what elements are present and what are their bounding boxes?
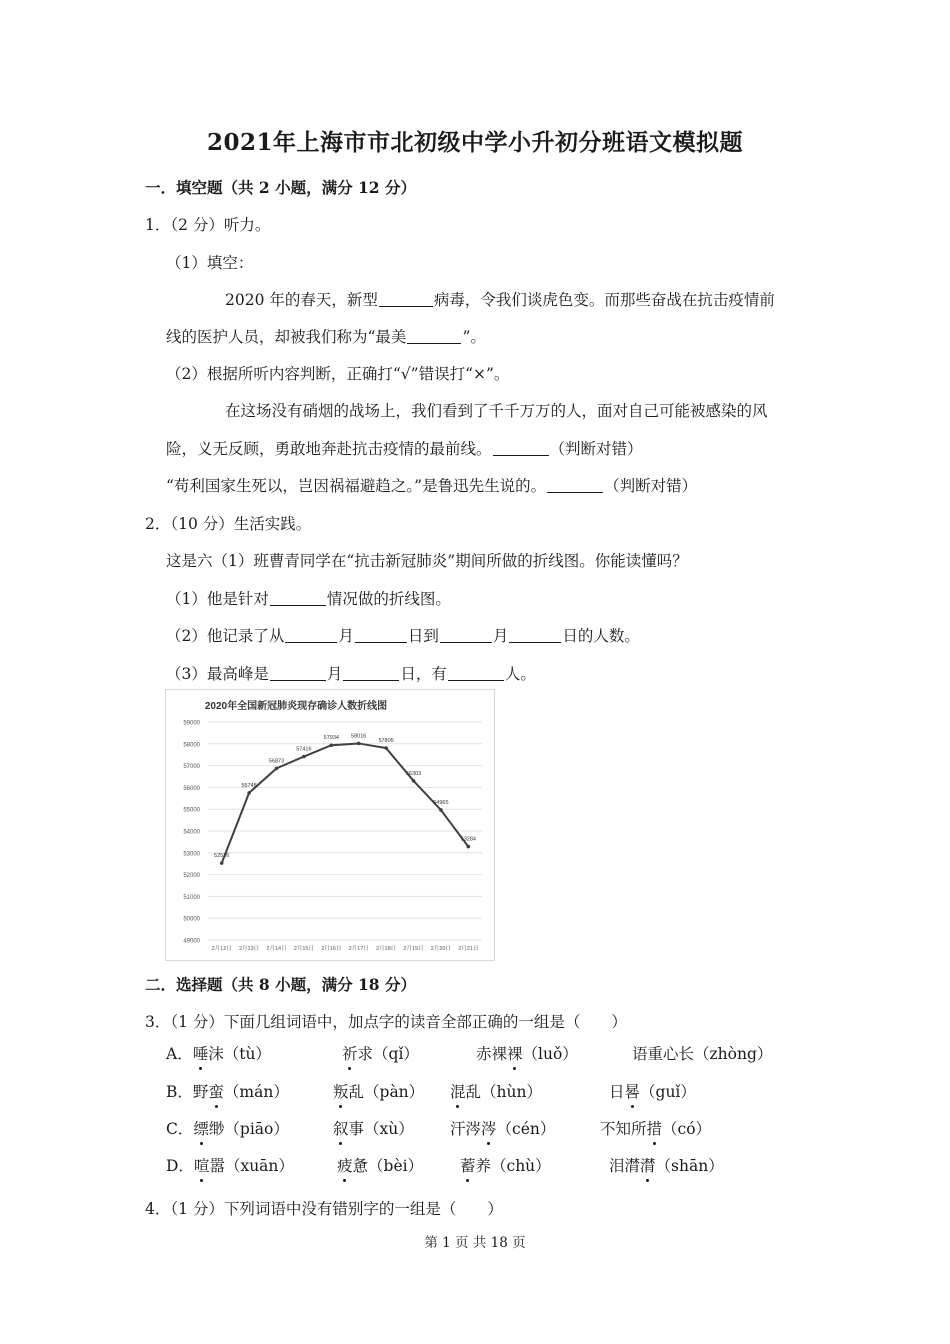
page-footer: 第 1 页 共 18 页: [424, 1235, 526, 1251]
x-tick-label: 2月12日: [211, 946, 232, 952]
y-tick-label: 52000: [183, 873, 200, 880]
q2-sub3: （3）最高峰是 月 日，有 人。: [166, 665, 536, 683]
q1-line1: 2020 年的春天，新型 病毒，令我们谈虎色变。而那些奋战在抗击疫情前: [225, 291, 775, 309]
y-tick-label: 49000: [183, 938, 200, 945]
x-axis-ticks: [212, 944, 479, 952]
x-tick-label: 2月17日: [348, 946, 369, 952]
option-c[interactable]: C．缥缈（piāo） 叙事（xù） 汗涔涔（cén） 不知所措（có）: [0, 1117, 950, 1139]
data-label: 54965: [433, 799, 449, 806]
y-tick-label: 51000: [183, 894, 200, 901]
y-tick-label: 57000: [183, 764, 200, 771]
chart-grid: [208, 722, 482, 940]
question-2-heading: 2．（10 分）生活实践。: [145, 515, 312, 533]
data-label: 55748: [241, 782, 257, 789]
q2-intro: 这是六（1）班曹青同学在“抗击新冠肺炎”期间所做的折线图。你能读懂吗？: [166, 552, 688, 570]
data-point: [275, 767, 279, 771]
x-tick-label: 2月18日: [376, 946, 397, 952]
data-label: 53284: [460, 836, 476, 843]
data-point: [220, 861, 224, 865]
x-tick-label: 2月14日: [266, 946, 287, 952]
data-labels: [214, 733, 476, 859]
q2-sub2: （2）他记录了从 月 日到 月 日的人数。: [166, 627, 640, 645]
option-b[interactable]: B．野蛮（mán） 叛乱（pàn） 混乱（hùn） 日晷（guǐ）: [0, 1080, 950, 1102]
x-tick-label: 2月21日: [458, 946, 479, 952]
q2-sub1: （1）他是针对 情况做的折线图。: [166, 590, 451, 608]
q1-line2: 线的医护人员，却被我们称为“最美 ”。: [166, 328, 486, 346]
answer-blank[interactable]: [448, 666, 504, 681]
q1-line4: 险，义无反顾，勇敢地奔赴抗击疫情的最前线。 （判断对错）: [166, 440, 643, 458]
data-point: [330, 743, 334, 747]
y-tick-label: 58000: [183, 742, 200, 749]
y-tick-label: 54000: [183, 829, 200, 836]
data-label: 57934: [323, 735, 339, 742]
q1-sub2: （2）根据所听内容判断，正确打“√”错误打“×”。: [166, 365, 510, 383]
data-point: [467, 845, 471, 849]
x-tick-label: 2月20日: [430, 946, 451, 952]
line-chart: [165, 689, 495, 961]
data-point: [384, 746, 388, 750]
q1-sub1: （1）填空：: [166, 254, 254, 272]
data-label: 57416: [296, 746, 312, 753]
answer-blank[interactable]: [509, 628, 561, 643]
data-point: [302, 755, 306, 759]
chart-title: 2020年全国新冠肺炎现存确诊人数折线图: [204, 701, 388, 712]
section-heading-choice: 二．选择题（共 8 小题，满分 18 分）: [145, 975, 416, 994]
section-heading-fill-blank: 一．填空题（共 2 小题，满分 12 分）: [145, 178, 416, 197]
answer-blank[interactable]: [493, 441, 549, 456]
data-label: 56873: [268, 758, 285, 765]
data-label: 56303: [405, 770, 422, 777]
data-point: [357, 742, 361, 746]
option-a[interactable]: A．唾沫（tù） 祈求（qǐ） 赤裸裸（luǒ） 语重心长（zhòng）: [0, 1042, 950, 1064]
data-point: [412, 779, 416, 783]
data-point: [247, 791, 251, 795]
y-tick-label: 56000: [183, 785, 200, 792]
answer-blank[interactable]: [270, 591, 326, 606]
answer-blank[interactable]: [407, 329, 461, 344]
data-label: 52526: [214, 853, 230, 860]
x-tick-label: 2月15日: [293, 946, 314, 952]
answer-blank[interactable]: [355, 628, 407, 643]
x-tick-label: 2月13日: [239, 946, 260, 952]
x-tick-label: 2月16日: [321, 946, 342, 952]
answer-blank[interactable]: [270, 666, 326, 681]
answer-blank[interactable]: [547, 478, 603, 493]
option-d[interactable]: D．喧嚣（xuān） 疲惫（bèi） 蓄养（chù） 泪潸潸（shān）: [0, 1154, 950, 1176]
q1-line3: 在这场没有硝烟的战场上，我们看到了千千万万的人，面对自己可能被感染的风: [225, 402, 768, 420]
data-label: 58016: [351, 733, 367, 740]
answer-blank[interactable]: [440, 628, 492, 643]
data-point: [439, 808, 443, 812]
y-tick-label: 53000: [183, 851, 200, 858]
y-tick-label: 59000: [183, 720, 200, 727]
y-tick-label: 55000: [183, 807, 200, 814]
question-3-heading: 3．（1 分）下面几组词语中，加点字的读音全部正确的一组是（ ）: [145, 1013, 627, 1031]
x-tick-label: 2月19日: [403, 946, 424, 952]
question-1-heading: 1．（2 分）听力。: [145, 216, 271, 234]
y-axis-ticks: [183, 721, 200, 945]
y-tick-label: 50000: [183, 916, 200, 923]
answer-blank[interactable]: [379, 292, 433, 307]
answer-blank[interactable]: [343, 666, 399, 681]
data-label: 57805: [378, 738, 394, 745]
line-chart-svg: [166, 690, 494, 960]
answer-blank[interactable]: [285, 628, 337, 643]
series-line: [222, 743, 469, 863]
question-4-heading: 4．（1 分）下列词语中没有错别字的一组是（ ）: [145, 1200, 503, 1218]
q1-line5: “苟利国家生死以，岂因祸福避趋之。”是鲁迅先生说的。 （判断对错）: [166, 477, 698, 495]
page-title: 2021年上海市市北初级中学小升初分班语文模拟题: [206, 129, 743, 156]
